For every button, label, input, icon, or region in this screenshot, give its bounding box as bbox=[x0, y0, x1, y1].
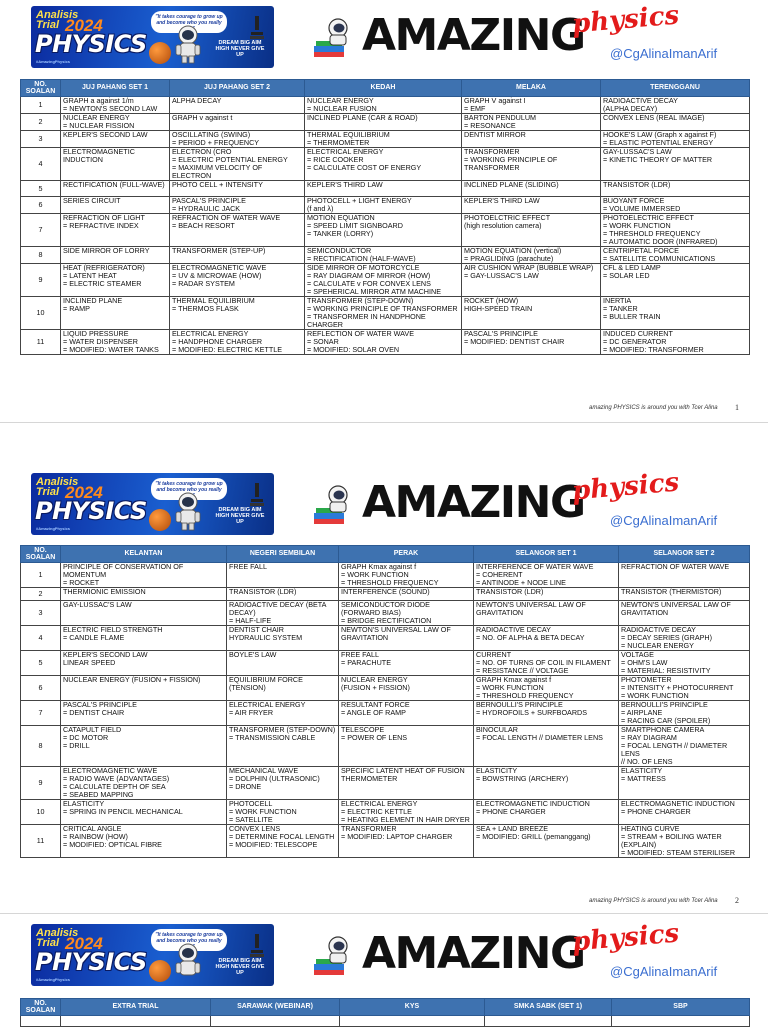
topic-cell: MOTION EQUATION = SPEED LIMIT SIGNBOARD = TANKER (LORRY) bbox=[305, 214, 462, 247]
page-number: 1 bbox=[735, 403, 739, 412]
question-number: 2 bbox=[21, 588, 61, 601]
empty-cell bbox=[61, 1016, 211, 1027]
topic-cell: TRANSISTOR (THERMISTOR) bbox=[619, 588, 750, 601]
topic-cell: SIDE MIRROR OF MOTORCYCLE = RAY DIAGRAM OF MIRROR (HOW) = CALCULATE v FOR CONVEX LENS = SPEHERICAL MIRROR ATM MACHINE bbox=[305, 264, 462, 297]
column-header: SARAWAK (WEBINAR) bbox=[211, 999, 340, 1016]
topic-cell: PHOTOCELL = WORK FUNCTION = SATELLITE bbox=[227, 800, 339, 825]
topic-cell: HEATING CURVE = STREAM + BOILING WATER (EXPLAIN) = MODIFIED: STEAM STERILISER bbox=[619, 825, 750, 858]
question-number: 10 bbox=[21, 800, 61, 825]
topic-cell: ROCKET (HOW) HIGH-SPEED TRAIN bbox=[462, 297, 601, 330]
amazing-wordmark: AMAZING bbox=[362, 10, 585, 61]
analisis-trial-banner bbox=[31, 6, 274, 68]
column-header: KEDAH bbox=[305, 80, 462, 97]
topic-cell: PRINCIPLE OF CONSERVATION OF MOMENTUM = ROCKET bbox=[61, 563, 227, 588]
column-header: SELANGOR SET 2 bbox=[619, 546, 750, 563]
banner-analisis-text: Analisis bbox=[36, 9, 79, 21]
topic-cell: NUCLEAR ENERGY (FUSION + FISSION) bbox=[61, 676, 227, 701]
topic-cell: FREE FALL = PARACHUTE bbox=[339, 651, 474, 676]
page-header bbox=[0, 918, 768, 992]
planet-icon bbox=[149, 509, 171, 531]
column-header-no: NO. SOALAN bbox=[21, 80, 61, 97]
topic-cell: BERNOULLI'S PRINCIPLE = AIRPLANE = RACING CAR (SPOILER) bbox=[619, 701, 750, 726]
table-row bbox=[21, 651, 750, 676]
topic-cell: SIDE MIRROR OF LORRY bbox=[61, 247, 170, 264]
table-row bbox=[21, 330, 750, 355]
planet-icon bbox=[149, 960, 171, 982]
topic-cell: KEPLER'S THIRD LAW bbox=[462, 197, 601, 214]
banner-year-text: 2024 bbox=[65, 483, 103, 502]
topic-cell: ELECTROMAGNETIC WAVE = RADIO WAVE (ADVANTAGES) = CALCULATE DEPTH OF SEA = SEABED MAPPING bbox=[61, 767, 227, 800]
topic-cell: MECHANICAL WAVE = DOLPHIN (ULTRASONIC) = DRONE bbox=[227, 767, 339, 800]
banner-analisis-text: Analisis bbox=[36, 927, 79, 939]
table-row bbox=[21, 114, 750, 131]
question-number: 11 bbox=[21, 825, 61, 858]
microscope-icon bbox=[249, 932, 265, 958]
table-row bbox=[21, 701, 750, 726]
topic-cell: TELESCOPE = POWER OF LENS bbox=[339, 726, 474, 767]
table-row bbox=[21, 626, 750, 651]
question-number: 1 bbox=[21, 97, 61, 114]
topic-cell: KEPLER'S SECOND LAW LINEAR SPEED bbox=[61, 651, 227, 676]
empty-cell bbox=[21, 1016, 61, 1027]
topic-cell: SEMICONDUCTOR DIODE (FORWARD BIAS) = BRIDGE RECTIFICATION bbox=[339, 601, 474, 626]
physics-script-wordmark: physics bbox=[570, 467, 681, 507]
table-header-row bbox=[21, 546, 750, 563]
topic-cell: CONVEX LENS = DETERMINE FOCAL LENGTH = MODIFIED: TELESCOPE bbox=[227, 825, 339, 858]
column-header: MELAKA bbox=[462, 80, 601, 97]
table-row bbox=[21, 131, 750, 148]
banner-trial-text: Trial bbox=[36, 19, 60, 31]
topic-cell: SMARTPHONE CAMERA = RAY DIAGRAM = FOCAL LENGTH // DIAMETER LENS // NO. OF LENS bbox=[619, 726, 750, 767]
topic-cell: CATAPULT FIELD = DC MOTOR = DRILL bbox=[61, 726, 227, 767]
amazing-physics-logo bbox=[310, 918, 750, 988]
table-row bbox=[21, 97, 750, 114]
table-row bbox=[21, 825, 750, 858]
topic-cell: ELECTROMAGNETIC WAVE = UV & MICROWAE (HOW) = RADAR SYSTEM bbox=[170, 264, 305, 297]
topic-cell: BOYLE'S LAW bbox=[227, 651, 339, 676]
topic-cell: GRAPH Kmax against f = WORK FUNCTION = THRESHOLD FREQUENCY bbox=[474, 676, 619, 701]
topic-cell: DENTIST CHAIR HYDRAULIC SYSTEM bbox=[227, 626, 339, 651]
topic-cell: TRANSFORMER (STEP-UP) bbox=[170, 247, 305, 264]
topic-cell: KEPLER'S THIRD LAW bbox=[305, 181, 462, 197]
question-number: 7 bbox=[21, 701, 61, 726]
topic-cell: INTERFERENCE OF WATER WAVE = COHERENT = ANTINODE + NODE LINE bbox=[474, 563, 619, 588]
social-handle: @CgAlinaImanArif bbox=[610, 513, 718, 528]
banner-year-text: 2024 bbox=[65, 16, 103, 35]
page-footer: amazing PHYSICS is around you with Tcer Alina bbox=[589, 405, 718, 411]
topics-table bbox=[20, 998, 750, 1027]
topic-cell: GRAPH v against t bbox=[170, 114, 305, 131]
banner-trial-text: Trial bbox=[36, 486, 60, 498]
column-header: SBP bbox=[612, 999, 750, 1016]
topic-cell: MOTION EQUATION (vertical) = PRAGLIDING (parachute) bbox=[462, 247, 601, 264]
topic-cell: ELASTICITY = SPRING IN PENCIL MECHANICAL bbox=[61, 800, 227, 825]
topic-cell: SPECIFIC LATENT HEAT OF FUSION THERMOMETER bbox=[339, 767, 474, 800]
topic-cell: THERMAL EQUILIBRIUM = THERMOS FLASK bbox=[170, 297, 305, 330]
amazing-wordmark: AMAZING bbox=[362, 928, 585, 979]
topic-cell: ELECTROMAGNETIC INDUCTION = PHONE CHARGER bbox=[474, 800, 619, 825]
topic-cell: INCLINED PLANE (SLIDING) bbox=[462, 181, 601, 197]
microscope-icon bbox=[249, 481, 265, 507]
social-handle: @CgAlinaImanArif bbox=[610, 964, 718, 979]
column-header-no: NO. SOALAN bbox=[21, 999, 61, 1016]
topic-cell: ELECTRICAL ENERGY = HANDPHONE CHARGER = MODIFIED: ELECTRIC KETTLE bbox=[170, 330, 305, 355]
table-row bbox=[21, 297, 750, 330]
question-number: 1 bbox=[21, 563, 61, 588]
question-number: 5 bbox=[21, 181, 61, 197]
banner-year-text: 2024 bbox=[65, 934, 103, 953]
column-header: TERENGGANU bbox=[601, 80, 750, 97]
column-header: NEGERI SEMBILAN bbox=[227, 546, 339, 563]
table-row bbox=[21, 148, 750, 181]
physics-script-wordmark: physics bbox=[570, 0, 681, 40]
topic-cell: KEPLER'S SECOND LAW bbox=[61, 131, 170, 148]
topic-cell: RADIOACTIVE DECAY = DECAY SERIES (GRAPH) = NUCLEAR ENERGY bbox=[619, 626, 750, 651]
table-row bbox=[21, 181, 750, 197]
amazing-physics-logo bbox=[310, 0, 750, 70]
question-number: 4 bbox=[21, 148, 61, 181]
topic-cell: GAY-LUSSAC'S LAW = KINETIC THEORY OF MATTER bbox=[601, 148, 750, 181]
question-number: 7 bbox=[21, 214, 61, 247]
topic-cell: PHOTO CELL + INTENSITY bbox=[170, 181, 305, 197]
topic-cell: RESULTANT FORCE = ANGLE OF RAMP bbox=[339, 701, 474, 726]
question-number: 9 bbox=[21, 264, 61, 297]
topic-cell: SEMICONDUCTOR = RECTIFICATION (HALF-WAVE) bbox=[305, 247, 462, 264]
column-header-no: NO. SOALAN bbox=[21, 546, 61, 563]
table-row bbox=[21, 800, 750, 825]
topic-cell: DENTIST MIRROR bbox=[462, 131, 601, 148]
banner-dream-text: DREAM BIG AIM HIGH NEVER GIVE UP bbox=[215, 40, 265, 58]
topic-cell: SEA + LAND BREEZE = MODIFIED: GRILL (pemanggang) bbox=[474, 825, 619, 858]
banner-physics-text: PHYSICS bbox=[35, 497, 147, 525]
topic-cell: FREE FALL bbox=[227, 563, 339, 588]
question-number: 6 bbox=[21, 197, 61, 214]
topic-cell: ELECTRICAL ENERGY = AIR FRYER bbox=[227, 701, 339, 726]
question-number: 6 bbox=[21, 676, 61, 701]
astronaut-reading-icon bbox=[310, 16, 360, 62]
analisis-trial-banner bbox=[31, 473, 274, 535]
column-header: SELANGOR SET 1 bbox=[474, 546, 619, 563]
topic-cell: PHOTOELECTRIC EFFECT = WORK FUNCTION = THRESHOLD FREQUENCY = AUTOMATIC DOOR (INFRARED) bbox=[601, 214, 750, 247]
table-row bbox=[21, 264, 750, 297]
amazing-physics-logo bbox=[310, 467, 750, 537]
topic-cell: BERNOULLI'S PRINCIPLE = HYDROFOILS + SURFBOARDS bbox=[474, 701, 619, 726]
question-number: 10 bbox=[21, 297, 61, 330]
question-number: 3 bbox=[21, 601, 61, 626]
question-number: 3 bbox=[21, 131, 61, 148]
question-number: 4 bbox=[21, 626, 61, 651]
social-handle: @CgAlinaImanArif bbox=[610, 46, 718, 61]
column-header: JUJ PAHANG SET 2 bbox=[170, 80, 305, 97]
table-row bbox=[21, 588, 750, 601]
topic-cell: PASCAL'S PRINCIPLE = HYDRAULIC JACK bbox=[170, 197, 305, 214]
topic-cell: REFRACTION OF WATER WAVE bbox=[619, 563, 750, 588]
topic-cell: NEWTON'S UNIVERSAL LAW OF GRAVITATION bbox=[619, 601, 750, 626]
document-page-2 bbox=[0, 423, 768, 913]
topic-cell: REFRACTION OF WATER WAVE = BEACH RESORT bbox=[170, 214, 305, 247]
table-header-row bbox=[21, 999, 750, 1016]
table-row bbox=[21, 197, 750, 214]
topic-cell: INTERFERENCE (SOUND) bbox=[339, 588, 474, 601]
page-footer: amazing PHYSICS is around you with Tcer Alina bbox=[589, 898, 718, 904]
topic-cell: RADIOACTIVE DECAY (ALPHA DECAY) bbox=[601, 97, 750, 114]
question-number: 9 bbox=[21, 767, 61, 800]
topic-cell: BUOYANT FORCE = VOLUME IMMERSED bbox=[601, 197, 750, 214]
banner-hashtag: #AmazingPhysics bbox=[36, 977, 71, 982]
topic-cell: CENTRIPETAL FORCE = SATELLITE COMMUNICATIONS bbox=[601, 247, 750, 264]
banner-analisis-text: Analisis bbox=[36, 476, 79, 488]
astronaut-icon bbox=[171, 24, 205, 64]
table-row bbox=[21, 563, 750, 588]
topic-cell: NUCLEAR ENERGY (FUSION + FISSION) bbox=[339, 676, 474, 701]
planet-icon bbox=[149, 42, 171, 64]
astronaut-icon bbox=[171, 942, 205, 982]
banner-hashtag: #AmazingPhysics bbox=[36, 526, 71, 531]
topic-cell: VOLTAGE = OHM'S LAW = MATERIAL: RESISTIVITY bbox=[619, 651, 750, 676]
topic-cell: HOOKE'S LAW (Graph x against F) = ELASTIC POTENTIAL ENERGY bbox=[601, 131, 750, 148]
empty-cell bbox=[612, 1016, 750, 1027]
page-header bbox=[0, 0, 768, 74]
topic-cell: REFLECTION OF WATER WAVE = SONAR = MODIFIED: SOLAR OVEN bbox=[305, 330, 462, 355]
topic-cell: NUCLEAR ENERGY = NUCLEAR FISSION bbox=[61, 114, 170, 131]
page-header bbox=[0, 467, 768, 541]
topic-cell: PASCAL'S PRINCIPLE = MODIFIED: DENTIST CHAIR bbox=[462, 330, 601, 355]
topic-cell: THERMIONIC EMISSION bbox=[61, 588, 227, 601]
topic-cell: TRANSFORMER = WORKING PRINCIPLE OF TRANSFORMER bbox=[462, 148, 601, 181]
topic-cell: INCLINED PLANE = RAMP bbox=[61, 297, 170, 330]
page-number: 2 bbox=[735, 896, 739, 905]
topic-cell: ELECTRICAL ENERGY = RICE COOKER = CALCULATE COST OF ENERGY bbox=[305, 148, 462, 181]
document-page-3 bbox=[0, 914, 768, 1024]
topics-table bbox=[20, 545, 750, 858]
table-row bbox=[21, 676, 750, 701]
astronaut-reading-icon bbox=[310, 934, 360, 980]
topic-cell: ELECTRIC FIELD STRENGTH = CANDLE FLAME bbox=[61, 626, 227, 651]
topic-cell: INDUCED CURRENT = DC GENERATOR = MODIFIED: TRANSFORMER bbox=[601, 330, 750, 355]
column-header: PERAK bbox=[339, 546, 474, 563]
topic-cell: GRAPH V against I = EMF bbox=[462, 97, 601, 114]
question-number: 8 bbox=[21, 247, 61, 264]
astronaut-reading-icon bbox=[310, 483, 360, 529]
physics-script-wordmark: physics bbox=[570, 918, 681, 958]
document-page-1 bbox=[0, 0, 768, 422]
amazing-wordmark: AMAZING bbox=[362, 477, 585, 528]
topic-cell: TRANSFORMER = MODIFIED: LAPTOP CHARGER bbox=[339, 825, 474, 858]
topic-cell: ELASTICITY = MATTRESS bbox=[619, 767, 750, 800]
topic-cell: INERTIA = TANKER = BULLER TRAIN bbox=[601, 297, 750, 330]
topic-cell: BARTON PENDULUM = RESONANCE bbox=[462, 114, 601, 131]
banner-physics-text: PHYSICS bbox=[35, 948, 147, 976]
topic-cell: PASCAL'S PRINCIPLE = DENTIST CHAIR bbox=[61, 701, 227, 726]
topics-table bbox=[20, 79, 750, 355]
topic-cell: TRANSFORMER (STEP-DOWN) = WORKING PRINCIPLE OF TRANSFORMER = TRANSFORMER IN HANDPHONE CHARGER bbox=[305, 297, 462, 330]
topic-cell: ELASTICITY = BOWSTRING (ARCHERY) bbox=[474, 767, 619, 800]
topic-cell: GRAPH Kmax against f = WORK FUNCTION = THRESHOLD FREQUENCY bbox=[339, 563, 474, 588]
topic-cell: SERIES CIRCUIT bbox=[61, 197, 170, 214]
banner-dream-text: DREAM BIG AIM HIGH NEVER GIVE UP bbox=[215, 507, 265, 525]
topic-cell: PHOTOELCTRIC EFFECT (high resolution camera) bbox=[462, 214, 601, 247]
question-number: 8 bbox=[21, 726, 61, 767]
table-header-row bbox=[21, 80, 750, 97]
column-header: KELANTAN bbox=[61, 546, 227, 563]
table-row bbox=[21, 247, 750, 264]
empty-cell bbox=[485, 1016, 612, 1027]
topic-cell: GRAPH a against 1/m = NEWTON'S SECOND LAW bbox=[61, 97, 170, 114]
column-header: KYS bbox=[340, 999, 485, 1016]
topic-cell: NUCLEAR ENERGY = NUCLEAR FUSION bbox=[305, 97, 462, 114]
table-row bbox=[21, 601, 750, 626]
topic-cell: CONVEX LENS (REAL IMAGE) bbox=[601, 114, 750, 131]
topic-cell: BINOCULAR = FOCAL LENGTH // DIAMETER LENS bbox=[474, 726, 619, 767]
topic-cell: EQUILIBRIUM FORCE (TENSION) bbox=[227, 676, 339, 701]
topic-cell: LIQUID PRESSURE = WATER DISPENSER = MODIFIED: WATER TANKS bbox=[61, 330, 170, 355]
table-row bbox=[21, 726, 750, 767]
topic-cell: AIR CUSHION WRAP (BUBBLE WRAP) = GAY-LUSSAC'S LAW bbox=[462, 264, 601, 297]
column-header: SMKA SABK (SET 1) bbox=[485, 999, 612, 1016]
topic-cell: NEWTON'S UNIVERSAL LAW OF GRAVITATION bbox=[339, 626, 474, 651]
astronaut-icon bbox=[171, 491, 205, 531]
topic-cell: GAY-LUSSAC'S LAW bbox=[61, 601, 227, 626]
analisis-trial-banner bbox=[31, 924, 274, 986]
column-header: JUJ PAHANG SET 1 bbox=[61, 80, 170, 97]
column-header: EXTRA TRIAL bbox=[61, 999, 211, 1016]
topic-cell: REFRACTION OF LIGHT = REFRACTIVE INDEX bbox=[61, 214, 170, 247]
question-number: 2 bbox=[21, 114, 61, 131]
table-row bbox=[21, 1016, 750, 1027]
topic-cell: TRANSISTOR (LDR) bbox=[601, 181, 750, 197]
table-row bbox=[21, 214, 750, 247]
banner-hashtag: #AmazingPhysics bbox=[36, 59, 71, 64]
topic-cell: RADIOACTIVE DECAY (BETA DECAY) = HALF-LIFE bbox=[227, 601, 339, 626]
banner-quote-bubble: "It takes courage to grow up and become who you really bbox=[151, 478, 227, 500]
table-row bbox=[21, 767, 750, 800]
topic-cell: TRANSISTOR (LDR) bbox=[227, 588, 339, 601]
question-number: 11 bbox=[21, 330, 61, 355]
topic-cell: ELECTROMAGNETIC INDUCTION bbox=[61, 148, 170, 181]
topic-cell: TRANSISTOR (LDR) bbox=[474, 588, 619, 601]
topic-cell: THERMAL EQUILIBRIUM = THERMOMETER bbox=[305, 131, 462, 148]
topic-cell: ALPHA DECAY bbox=[170, 97, 305, 114]
banner-dream-text: DREAM BIG AIM HIGH NEVER GIVE UP bbox=[215, 958, 265, 976]
topic-cell: TRANSFORMER (STEP-DOWN) = TRANSMISSION CABLE bbox=[227, 726, 339, 767]
empty-cell bbox=[340, 1016, 485, 1027]
topic-cell: CRITICAL ANGLE = RAINBOW (HOW) = MODIFIED: OPTICAL FIBRE bbox=[61, 825, 227, 858]
banner-physics-text: PHYSICS bbox=[35, 30, 147, 58]
topic-cell: RECTIFICATION (FULL-WAVE) bbox=[61, 181, 170, 197]
microscope-icon bbox=[249, 14, 265, 40]
topic-cell: PHOTOMETER = INTENSITY + PHOTOCURRENT = WORK FUNCTION bbox=[619, 676, 750, 701]
question-number: 5 bbox=[21, 651, 61, 676]
topic-cell: ELECTRON (CRO = ELECTRIC POTENTIAL ENERGY = MAXIMUM VELOCITY OF ELECTRON bbox=[170, 148, 305, 181]
topic-cell: NEWTON'S UNIVERSAL LAW OF GRAVITATION bbox=[474, 601, 619, 626]
banner-quote-bubble: "It takes courage to grow up and become who you really bbox=[151, 11, 227, 33]
banner-trial-text: Trial bbox=[36, 937, 60, 949]
topic-cell: CFL & LED LAMP = SOLAR LED bbox=[601, 264, 750, 297]
topic-cell: INCLINED PLANE (CAR & ROAD) bbox=[305, 114, 462, 131]
topic-cell: RADIOACTIVE DECAY = NO. OF ALPHA & BETA DECAY bbox=[474, 626, 619, 651]
topic-cell: CURRENT = NO. OF TURNS OF COIL IN FILAMENT = RESISTANCE // VOLTAGE bbox=[474, 651, 619, 676]
banner-quote-bubble: "It takes courage to grow up and become who you really bbox=[151, 929, 227, 951]
topic-cell: ELECTRICAL ENERGY = ELECTRIC KETTLE = HEATING ELEMENT IN HAIR DRYER bbox=[339, 800, 474, 825]
topic-cell: PHOTOCELL + LIGHT ENERGY (f and λ) bbox=[305, 197, 462, 214]
topic-cell: HEAT (REFRIGERATOR) = LATENT HEAT = ELECTRIC STEAMER bbox=[61, 264, 170, 297]
topic-cell: OSCILLATING (SWING) = PERIOD + FREQUENCY bbox=[170, 131, 305, 148]
topic-cell: ELECTROMAGNETIC INDUCTION = PHONE CHARGER bbox=[619, 800, 750, 825]
empty-cell bbox=[211, 1016, 340, 1027]
